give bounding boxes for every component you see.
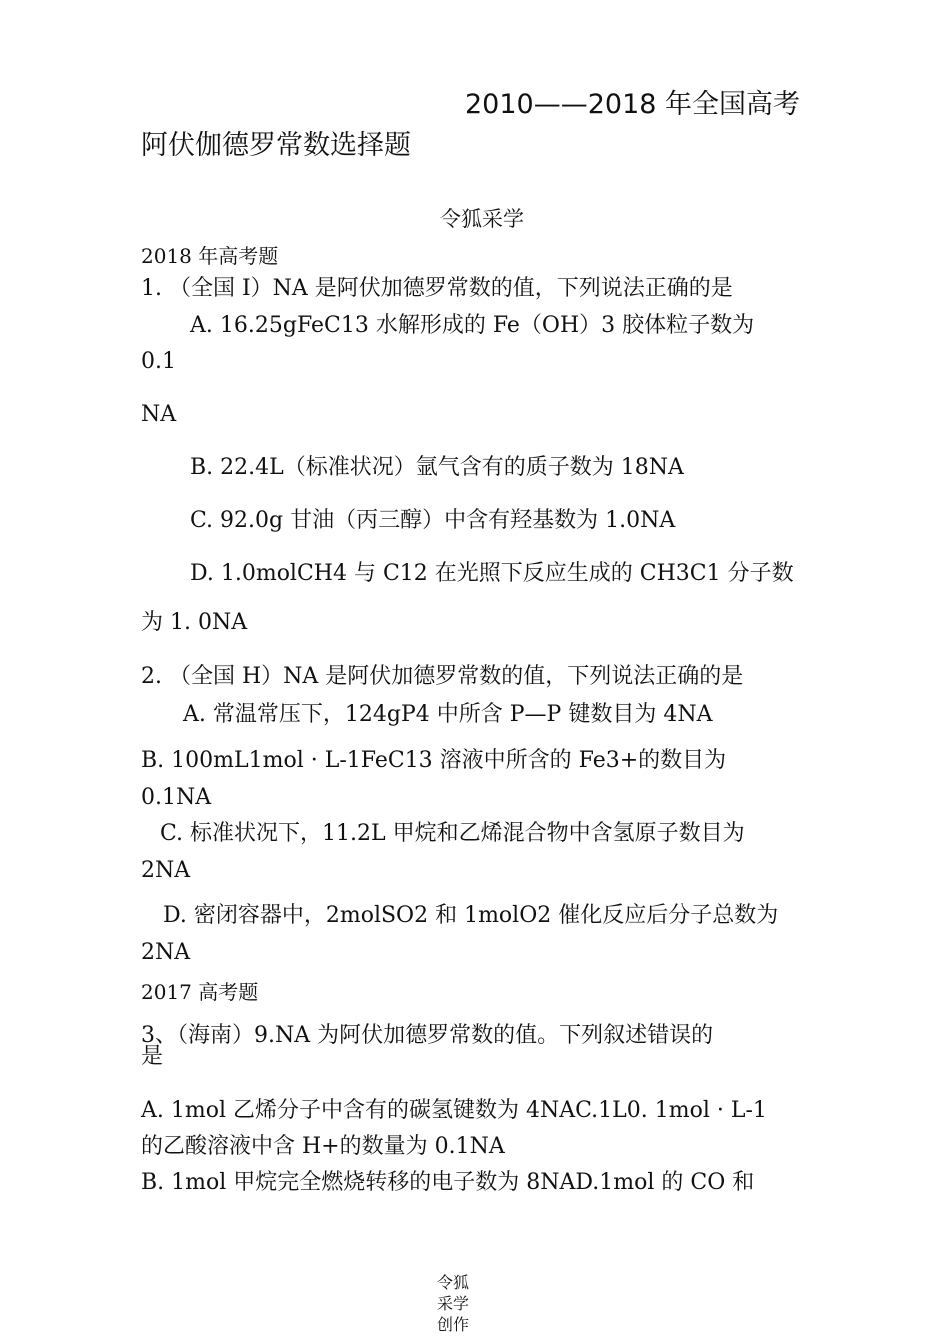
doc-title-line1: 2010——2018 年全国高考 (465, 89, 801, 120)
footer-line-3: 创作 (436, 1315, 469, 1334)
footer-line-2: 采学 (436, 1294, 469, 1313)
q3-stem: 3、（海南）9.NA 为阿伏加德罗常数的值。下列叙述错误的 (141, 1023, 714, 1048)
q3-stem-tail: 是 (141, 1044, 164, 1069)
q1-option-a-cont2: NA (141, 402, 177, 427)
q2-option-a: A. 常温常压下，124gP4 中所含 P—P 键数目为 4NA (183, 702, 713, 727)
q1-option-a: A. 16.25gFeC13 水解形成的 Fe（OH）3 胶体粒子数为 (190, 313, 755, 338)
q3-option-a-cont: 的乙酸溶液中含 H+的数量为 0.1NA (141, 1134, 505, 1159)
q2-option-b-cont: 0.1NA (141, 785, 212, 810)
q1-option-b: B. 22.4L（标准状况）氩气含有的质子数为 18NA (190, 455, 684, 480)
q1-option-c: C. 92.0g 甘油（丙三醇）中含有羟基数为 1.0NA (190, 508, 676, 533)
q3-option-a: A. 1mol 乙烯分子中含有的碳氢键数为 4NAC.1L0. 1mol · L-1 (141, 1098, 767, 1123)
q2-option-c: C. 标准状况下，11.2L 甲烷和乙烯混合物中含氢原子数目为 (160, 821, 745, 846)
q2-option-d: D. 密闭容器中，2molSO2 和 1molO2 催化反应后分子总数为 (163, 903, 779, 928)
page-footer (433, 1272, 473, 1335)
q1-option-a-cont: 0.1 (141, 349, 176, 374)
footer-line-1: 令狐 (436, 1273, 469, 1292)
doc-title-line2: 阿伏伽德罗常数选择题 (141, 130, 411, 161)
section-heading-2017: 2017 高考题 (141, 980, 259, 1004)
doc-author: 令狐采学 (440, 207, 524, 231)
section-heading-2018: 2018 年高考题 (141, 244, 279, 268)
q1-stem: 1. （全国 I）NA 是阿伏加德罗常数的值，下列说法正确的是 (141, 276, 733, 301)
q1-option-d: D. 1.0molCH4 与 C12 在光照下反应生成的 CH3C1 分子数 (190, 561, 794, 586)
q2-stem: 2. （全国 H）NA 是阿伏加德罗常数的值，下列说法正确的是 (141, 664, 744, 689)
q1-option-d-cont: 为 1. 0NA (141, 610, 248, 635)
q2-option-b: B. 100mL1mol · L-1FeC13 溶液中所含的 Fe3+的数目为 (141, 748, 727, 773)
q2-option-d-cont: 2NA (141, 940, 191, 965)
q2-option-c-cont: 2NA (141, 858, 191, 883)
q3-option-b: B. 1mol 甲烷完全燃烧转移的电子数为 8NAD.1mol 的 CO 和 (141, 1170, 755, 1195)
